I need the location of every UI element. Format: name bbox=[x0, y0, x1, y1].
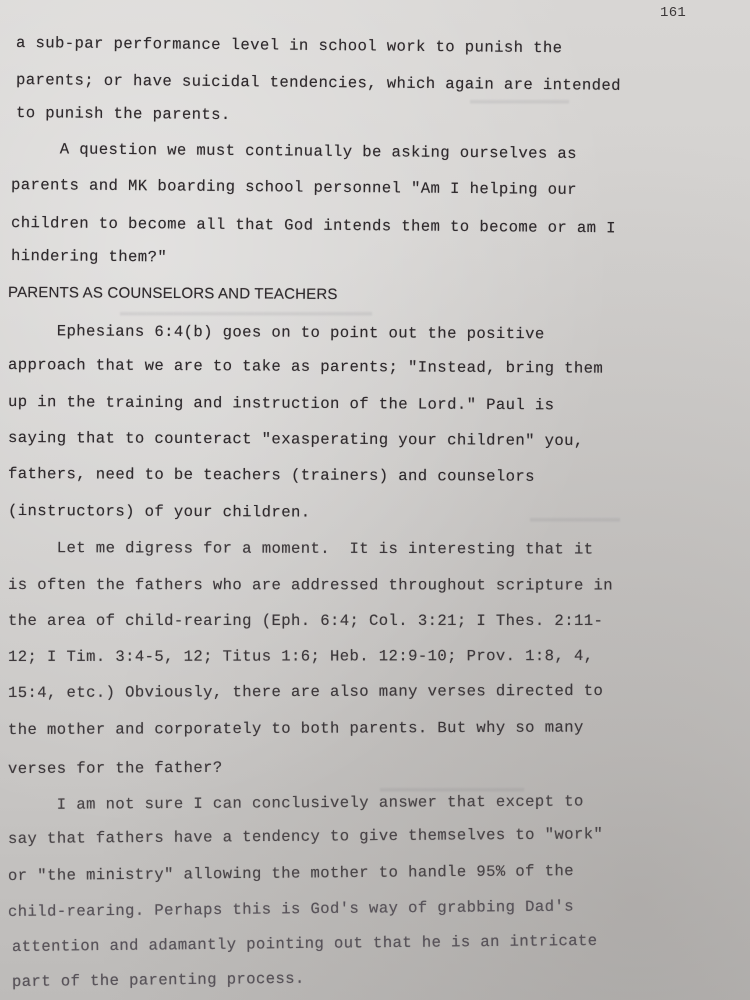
bleed-through-text: ▬▬▬▬▬▬▬▬▬▬▬ bbox=[470, 92, 570, 109]
body-line: children to become all that God intends them to become or am I bbox=[10, 214, 617, 238]
body-line: (instructors) of your children. bbox=[7, 502, 311, 522]
body-line: the mother and corporately to both parents. But why so many bbox=[7, 718, 584, 739]
body-line: hindering them?" bbox=[10, 247, 168, 267]
body-line: verses for the father? bbox=[7, 758, 223, 778]
body-line: Let me digress for a moment. It is interesting that it bbox=[7, 539, 594, 559]
body-line: attention and adamantly pointing out that he is an intricate bbox=[11, 931, 598, 956]
body-line: parents; or have suicidal tendencies, which again are intended bbox=[15, 71, 622, 95]
body-line: fathers, need to be teachers (trainers) and counselors bbox=[7, 465, 535, 486]
body-line: 12; I Tim. 3:4-5, 12; Titus 1:6; Heb. 12:9-10; Prov. 1:8, 4, bbox=[7, 646, 594, 666]
bleed-through-text: ▬▬▬▬▬▬▬▬▬▬▬▬▬▬▬▬ bbox=[380, 780, 525, 797]
body-line: to punish the parents. bbox=[15, 104, 231, 125]
body-line: I am not sure I can conclusively answer that except to bbox=[7, 792, 584, 814]
body-line: parents and MK boarding school personnel "Am I helping our bbox=[10, 176, 578, 199]
body-line: A question we must continually be asking ourselves as bbox=[10, 140, 578, 163]
body-line: up in the training and instruction of the Lord." Paul is bbox=[7, 393, 555, 415]
body-line: part of the parenting process. bbox=[11, 969, 305, 991]
body-line: or "the ministry" allowing the mother to handle 95% of the bbox=[7, 862, 575, 885]
body-line: say that fathers have a tendency to give themselves to "work" bbox=[7, 825, 604, 848]
body-line: saying that to counteract "exasperating your children" you, bbox=[7, 429, 584, 451]
bleed-through-text: ▬▬▬▬▬▬▬▬▬▬ bbox=[530, 510, 621, 527]
body-line: a sub-par performance level in school work to punish the bbox=[15, 34, 563, 58]
body-line: 15:4, etc.) Obviously, there are also many verses directed to bbox=[7, 681, 604, 702]
page-number: 161 bbox=[660, 5, 687, 21]
section-heading: PARENTS AS COUNSELORS AND TEACHERS bbox=[7, 284, 338, 304]
body-line: is often the fathers who are addressed throughout scripture in bbox=[7, 576, 613, 595]
body-line: approach that we are to take as parents; "Instead, bring them bbox=[7, 356, 604, 378]
bleed-through-text: ▬▬▬▬▬▬▬▬▬▬▬▬▬▬▬▬▬▬▬▬▬▬▬▬▬▬▬▬ bbox=[120, 304, 373, 321]
body-line: the area of child-rearing (Eph. 6:4; Col. 3:21; I Thes. 2:11- bbox=[8, 612, 604, 630]
body-line: child-rearing. Perhaps this is God's way of grabbing Dad's bbox=[7, 897, 575, 921]
body-line: Ephesians 6:4(b) goes on to point out the positive bbox=[7, 322, 545, 344]
